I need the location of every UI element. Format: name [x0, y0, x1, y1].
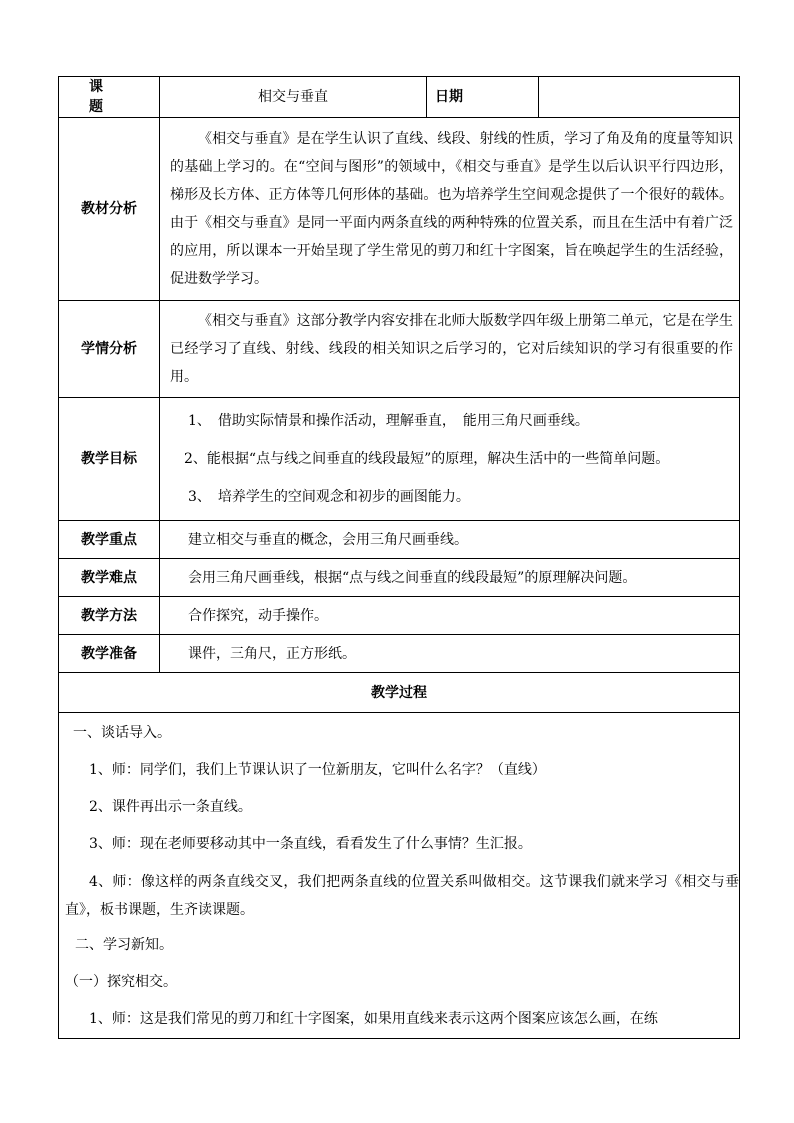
process-line: （一）探究相交。	[65, 974, 177, 990]
subject-value: 相交与垂直	[160, 77, 427, 118]
student-analysis-label: 学情分析	[59, 301, 160, 398]
key-points-label: 教学重点	[59, 521, 160, 559]
preparation-row	[59, 635, 740, 673]
process-heading-row	[59, 673, 740, 713]
student-analysis-cell	[160, 301, 740, 398]
process-line: 4、师：像这样的两条直线交叉，我们把两条直线的位置关系叫做相交。这节课我们就来学习《相交与垂直》，板书课题，生齐读课题。	[65, 874, 739, 918]
process-line: 1、师：同学们，我们上节课认识了一位新朋友，它叫什么名字？（直线）	[89, 762, 546, 778]
teaching-goals-cell	[160, 398, 740, 521]
process-heading: 教学过程	[59, 673, 740, 713]
goal-item: 2、能根据“点与线之间垂直的线段最短”的原理，解决生活中的一些简单问题。	[184, 451, 670, 467]
teaching-goals-label: 教学目标	[59, 398, 160, 521]
process-line: 3、师：现在老师要移动其中一条直线，看看发生了什么事情？生汇报。	[89, 836, 532, 852]
preparation-text: 课件，三角尺，正方形纸。	[160, 635, 740, 673]
difficulties-row	[59, 559, 740, 597]
textbook-analysis-text: 《相交与垂直》是在学生认识了直线、线段、射线的性质，学习了角及角的度量等知识的基础上学习的。在“空间与图形”的领域中，《相交与垂直》是学生以后认识平行四边形，梯形及长方体、正方体等几何形体的基础。也为培养学生空间观念提供了一个很好的载体。由于《相交与垂直》是同一平面内两条直线的两种特殊的位置关系，而且在生活中有着广泛的应用，所以课本一开始呈现了学生常见的剪刀和红十字图案，旨在唤起学生的生活经验，促进数学学习。	[170, 131, 733, 287]
process-body-row	[59, 713, 740, 1039]
lesson-plan-table	[58, 76, 740, 1039]
difficulties-text: 会用三角尺画垂线，根据“点与线之间垂直的线段最短”的原理解决问题。	[160, 559, 740, 597]
date-value	[539, 77, 740, 118]
preparation-label: 教学准备	[59, 635, 160, 673]
student-analysis-row	[59, 301, 740, 398]
difficulties-label: 教学难点	[59, 559, 160, 597]
date-label: 日期	[427, 77, 539, 118]
teaching-goals-row	[59, 398, 740, 521]
key-points-row	[59, 521, 740, 559]
key-points-text: 建立相交与垂直的概念，会用三角尺画垂线。	[160, 521, 740, 559]
process-line: 二、学习新知。	[75, 937, 173, 953]
methods-label: 教学方法	[59, 597, 160, 635]
textbook-analysis-row	[59, 118, 740, 301]
process-line: 1、师：这是我们常见的剪刀和红十字图案，如果用直线来表示这两个图案应该怎么画，在练	[89, 1011, 658, 1027]
process-body	[59, 713, 740, 1039]
textbook-analysis-label: 教材分析	[59, 118, 160, 301]
process-line: 一、谈话导入。	[73, 725, 171, 741]
methods-row	[59, 597, 740, 635]
methods-text: 合作探究，动手操作。	[160, 597, 740, 635]
goal-item: 3、 培养学生的空间观念和初步的画图能力。	[188, 489, 470, 505]
process-line: 2、课件再出示一条直线。	[89, 799, 252, 815]
goal-item: 1、 借助实际情景和操作活动，理解垂直， 能用三角尺画垂线。	[188, 413, 589, 429]
textbook-analysis-cell	[160, 118, 740, 301]
subject-label: 课 题	[59, 77, 160, 118]
header-row	[59, 77, 740, 118]
student-analysis-text: 《相交与垂直》这部分教学内容安排在北师大版数学四年级上册第二单元，它是在学生已经学习了直线、射线、线段的相关知识之后学习的，它对后续知识的学习有很重要的作用。	[170, 313, 733, 385]
